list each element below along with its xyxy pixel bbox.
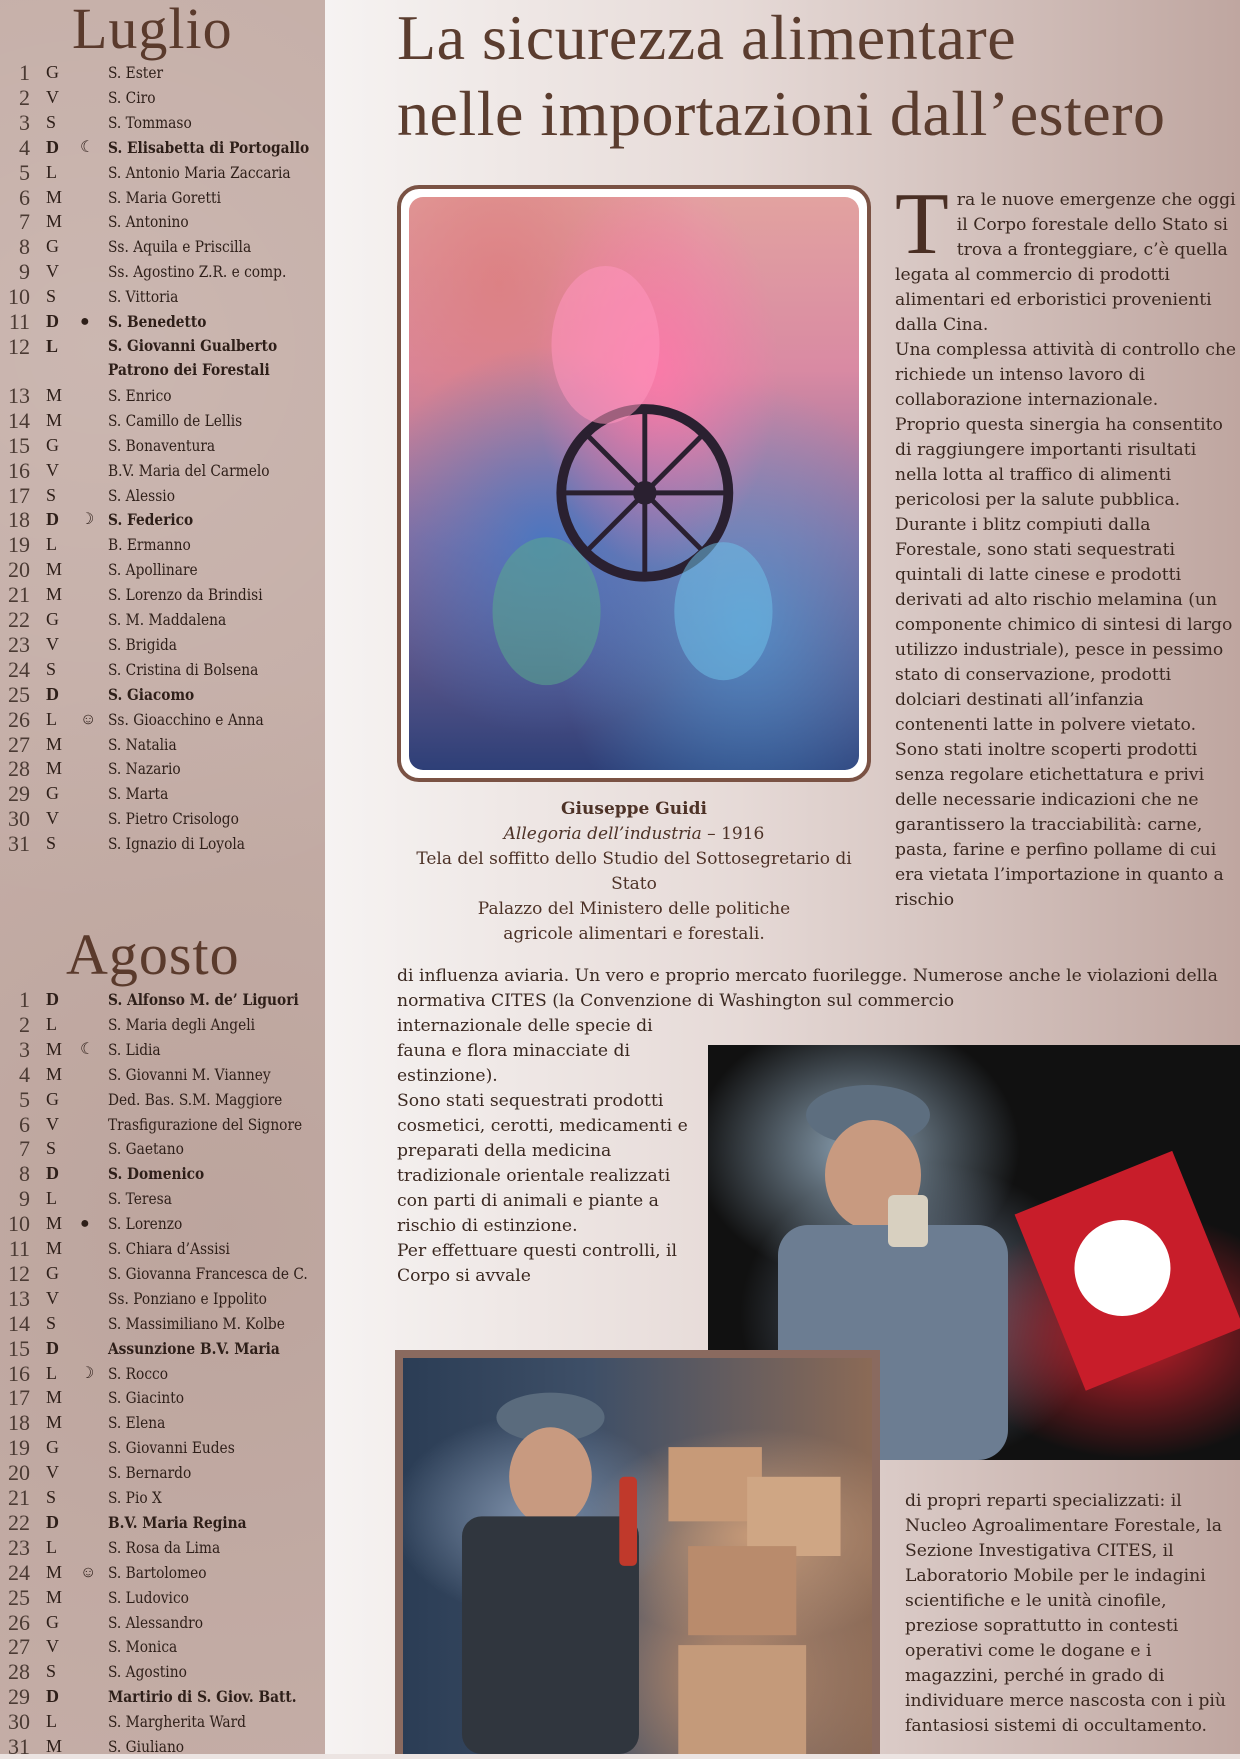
day-of-week: L <box>46 335 59 356</box>
caption-artist: Giuseppe Guidi <box>561 799 707 819</box>
day-number: 8 <box>19 234 30 260</box>
calendar-day-row <box>0 334 325 384</box>
calendar-day-row <box>0 85 325 110</box>
calendar-day-row <box>0 987 325 1012</box>
day-number: 20 <box>8 557 30 583</box>
article-column-right <box>895 176 1240 913</box>
day-number: 30 <box>8 806 30 832</box>
day-of-week: V <box>46 808 59 829</box>
calendar-day-row <box>0 1037 325 1062</box>
caption-work-title: Allegoria dell’industria <box>503 824 702 844</box>
day-of-week: D <box>46 989 59 1009</box>
calendar-day-row <box>0 1087 325 1112</box>
day-number: 19 <box>8 1435 30 1461</box>
day-of-week: M <box>46 758 63 779</box>
calendar-day-row <box>0 1435 325 1460</box>
calendar-day-row <box>0 1261 325 1286</box>
day-of-week: G <box>46 236 59 257</box>
saint-name: S. Agostino <box>108 1662 187 1682</box>
paragraph-3: Proprio questa sinergia ha consentito di raggiungere importanti risultati nella lotta al traffico di alimenti pericolosi per la salute pubblica. <box>895 415 1223 510</box>
saint-name: S. Teresa <box>108 1189 172 1209</box>
day-of-week: S <box>46 1138 57 1159</box>
month-title-july: Luglio <box>72 0 233 61</box>
saint-name: S. Maria Goretti <box>108 187 221 207</box>
painting-frame <box>397 185 871 782</box>
calendar-day-row <box>0 1485 325 1510</box>
day-of-week: S <box>46 1487 57 1507</box>
calendar-day-row <box>0 607 325 632</box>
calendar-day-row <box>0 707 325 732</box>
saint-name: S. Ignazio di Loyola <box>108 834 245 854</box>
day-number: 22 <box>8 607 30 632</box>
calendar-day-row <box>0 1112 325 1137</box>
calendar-day-row <box>0 60 325 85</box>
saint-name: S. Antonio Maria Zaccaria <box>108 162 291 182</box>
saint-name: S. Giacomo <box>108 684 195 704</box>
day-of-week: M <box>46 1736 63 1754</box>
day-number: 24 <box>8 656 30 682</box>
day-number: 31 <box>8 831 30 857</box>
saint-name: S. Ciro <box>108 87 156 107</box>
saint-name: S. Giuliano <box>108 1737 185 1754</box>
day-of-week: V <box>46 633 59 654</box>
day-of-week: S <box>46 1661 57 1682</box>
calendar-day-row <box>0 483 325 508</box>
calendar-day-row <box>0 234 325 259</box>
saint-name: S. Monica <box>108 1637 178 1657</box>
calendar-day-row <box>0 1311 325 1336</box>
saint-name: S. Pietro Crisologo <box>108 809 239 829</box>
day-of-week: M <box>46 1213 63 1234</box>
calendar-day-row <box>0 582 325 607</box>
saint-name: S. Giovanna Francesca de C. <box>108 1263 308 1283</box>
saint-name: S. Enrico <box>108 385 172 405</box>
saint-name: Martirio di S. Giov. Batt. <box>108 1687 297 1707</box>
calendar-day-row <box>0 532 325 557</box>
calendar-day-row <box>0 1460 325 1485</box>
day-of-week: D <box>46 1337 59 1358</box>
day-number: 1 <box>19 987 30 1012</box>
day-of-week: V <box>46 459 59 480</box>
saint-name: S. Chiara d’Assisi <box>108 1239 230 1258</box>
day-of-week: M <box>46 1038 63 1059</box>
day-of-week: M <box>46 1063 63 1084</box>
calendar-day-row <box>0 1659 325 1684</box>
calendar-day-row <box>0 1734 325 1754</box>
painting-caption <box>397 797 871 947</box>
saint-name: S. Maria degli Angeli <box>108 1014 256 1034</box>
saint-name: S. Alessio <box>108 485 175 505</box>
article-title-line-2: nelle importazioni dall’estero <box>397 78 1166 149</box>
day-number: 9 <box>19 1186 30 1212</box>
photo-ranger-inspecting-bottle <box>403 1358 872 1754</box>
day-number: 12 <box>8 333 30 359</box>
paragraph-5: internazionale delle specie di fauna e flora minacciate di estinzione). <box>397 1016 653 1086</box>
calendar-day-row <box>0 657 325 682</box>
calendar-day-row <box>0 1062 325 1087</box>
day-number: 3 <box>19 1036 30 1062</box>
calendar-day-row <box>0 209 325 234</box>
calendar-day-row <box>0 433 325 458</box>
day-number: 26 <box>8 706 30 732</box>
calendar-day-row <box>0 383 325 408</box>
day-number: 17 <box>8 1385 30 1411</box>
calendar-day-row <box>0 309 325 334</box>
saint-name: Assunzione B.V. Maria <box>108 1338 280 1358</box>
saint-name: Ss. Aquila e Priscilla <box>108 237 252 257</box>
saint-name: S. Giacinto <box>108 1388 185 1408</box>
day-of-week: S <box>46 1312 57 1333</box>
saint-name: S. Alessandro <box>108 1612 204 1632</box>
caption-line-2: Palazzo del Ministero delle politiche <box>477 899 791 919</box>
day-of-week: D <box>46 311 59 331</box>
drop-cap: T <box>895 176 949 273</box>
saint-name: S. Lorenzo da Brindisi <box>108 585 263 605</box>
calendar-day-row <box>0 1161 325 1186</box>
day-of-week: S <box>46 286 57 307</box>
day-of-week: D <box>46 136 59 157</box>
saint-name: S. Camillo de Lellis <box>108 410 243 430</box>
calendar-day-row <box>0 1560 325 1585</box>
saint-name: S. Elisabetta di Portogallo <box>108 137 310 157</box>
paragraph-1: ra le nuove emergenze che oggi il Corpo forestale dello Stato si trova a fronteggiare, c’è quella legata al commercio di prodotti alimentari ed erboristici provenienti dalla Cina. <box>895 190 1236 335</box>
calendar-day-row <box>0 557 325 582</box>
caption-line-3: agricole alimentari e forestali. <box>503 924 765 944</box>
day-of-week: L <box>46 1013 57 1034</box>
paragraph-6: Sono stati sequestrati prodotti cosmetici, cerotti, medicamenti e preparati della medicina tradizionale orientale realizzati con parti di animali e piante a rischio di estinzione. <box>397 1091 688 1236</box>
day-of-week: G <box>46 1437 59 1458</box>
day-number: 23 <box>8 1534 30 1560</box>
saint-name: S. Domenico <box>108 1164 205 1184</box>
day-of-week: D <box>46 1686 59 1707</box>
calendar-day-row <box>0 284 325 309</box>
day-number: 6 <box>19 184 30 210</box>
day-number: 17 <box>8 482 30 508</box>
calendar-sidebar <box>0 0 325 1754</box>
day-of-week: G <box>46 783 59 804</box>
day-number: 4 <box>19 1061 30 1087</box>
calendar-day-row <box>0 1361 325 1386</box>
day-number: 11 <box>8 309 30 334</box>
paragraph-4-continued: di influenza aviaria. Un vero e proprio mercato fuorilegge. Numerose anche le violazioni della normativa CITES (la Convenzione di Washington sul commercio <box>397 966 1218 1011</box>
day-number: 27 <box>8 731 30 757</box>
day-number: 13 <box>8 382 30 408</box>
moon-phase-icon: ☺ <box>80 1563 97 1581</box>
day-number: 12 <box>8 1260 30 1286</box>
day-of-week: V <box>46 1462 59 1483</box>
day-of-week: M <box>46 559 63 580</box>
calendar-day-row <box>0 756 325 781</box>
day-number: 21 <box>8 582 30 608</box>
moon-phase-icon: ☾ <box>80 138 95 156</box>
article-column-left <box>397 1014 697 1289</box>
saint-name: S. Lidia <box>108 1039 161 1059</box>
day-of-week: G <box>46 1611 59 1632</box>
day-number: 8 <box>19 1161 30 1187</box>
moon-phase-icon: ☽ <box>80 1364 95 1382</box>
saint-name: S. Alfonso M. de’ Liguori <box>108 990 299 1009</box>
calendar-day-row <box>0 1186 325 1211</box>
saint-name: Ss. Ponziano e Ippolito <box>108 1288 267 1308</box>
boxes-illustration-icon <box>403 1358 872 1754</box>
day-number: 7 <box>19 1136 30 1162</box>
moon-phase-icon: ● <box>80 1215 90 1233</box>
calendar-day-row <box>0 732 325 757</box>
article-title-line-1: La sicurezza alimentare <box>397 2 1017 73</box>
calendar-day-row <box>0 1510 325 1535</box>
calendar-day-row <box>0 1385 325 1410</box>
day-number: 20 <box>8 1460 30 1486</box>
day-of-week: G <box>46 434 59 455</box>
saint-name-second-line: Patrono dei Forestali <box>108 359 270 379</box>
day-number: 30 <box>8 1709 30 1735</box>
day-number: 4 <box>19 134 30 160</box>
day-number: 26 <box>8 1609 30 1635</box>
moon-phase-icon: ☾ <box>80 1040 95 1058</box>
calendar-day-row <box>0 1610 325 1635</box>
day-of-week: V <box>46 86 59 107</box>
saint-name: S. Massimiliano M. Kolbe <box>108 1313 285 1333</box>
day-of-week: L <box>46 161 57 182</box>
calendar-day-row <box>0 1709 325 1734</box>
day-of-week: G <box>46 1088 59 1109</box>
day-of-week: D <box>46 509 59 530</box>
day-of-week: V <box>46 1113 59 1134</box>
photo-frame-bottom <box>395 1350 880 1754</box>
saint-name: Trasfigurazione del Signore <box>108 1114 303 1134</box>
day-number: 18 <box>8 1410 30 1436</box>
day-of-week: V <box>46 1636 59 1657</box>
saint-name: Ss. Agostino Z.R. e comp. <box>108 262 287 282</box>
day-of-week: V <box>46 261 59 282</box>
day-number: 10 <box>8 1211 30 1237</box>
day-number: 28 <box>8 1659 30 1685</box>
calendar-day-row <box>0 1410 325 1435</box>
day-number: 15 <box>8 1335 30 1361</box>
day-number: 5 <box>19 1086 30 1112</box>
day-number: 21 <box>8 1485 30 1510</box>
saint-name: S. Marta <box>108 784 169 804</box>
calendar-day-row <box>0 781 325 806</box>
article-wide-text <box>397 964 1240 1014</box>
day-number: 16 <box>8 457 30 483</box>
calendar-day-row <box>0 185 325 210</box>
saint-name: S. Vittoria <box>108 287 179 307</box>
saint-name: S. Ludovico <box>108 1587 189 1607</box>
saint-name: B. Ermanno <box>108 535 191 555</box>
day-of-week: S <box>46 658 57 679</box>
day-of-week: S <box>46 833 57 854</box>
day-number: 31 <box>8 1734 30 1754</box>
saint-name: S. Antonino <box>108 212 189 232</box>
calendar-day-row <box>0 1012 325 1037</box>
saint-name: S. Ester <box>108 63 164 82</box>
saint-name: S. Elena <box>108 1413 166 1433</box>
calendar-day-row <box>0 1211 325 1236</box>
day-number: 9 <box>19 259 30 285</box>
saint-name: S. Lorenzo <box>108 1214 183 1234</box>
day-of-week: G <box>46 62 59 82</box>
saint-name: S. Nazario <box>108 759 181 779</box>
day-number: 18 <box>8 507 30 533</box>
day-number: 3 <box>19 109 30 135</box>
saint-name: S. Rocco <box>108 1363 169 1383</box>
paragraph-7: Per effettuare questi controlli, il Corpo si avvale <box>397 1241 678 1286</box>
saint-name: S. Pio X <box>108 1488 162 1507</box>
day-of-week: M <box>46 1387 63 1408</box>
calendar-day-row <box>0 135 325 160</box>
day-number: 5 <box>19 159 30 185</box>
day-of-week: D <box>46 1163 59 1184</box>
saint-name: S. Gaetano <box>108 1139 184 1159</box>
day-of-week: M <box>46 211 63 232</box>
caption-line-1: Tela del soffitto dello Studio del Sottosegretario di Stato <box>416 849 852 894</box>
moon-phase-icon: ● <box>80 313 90 330</box>
wheel-icon <box>409 197 859 770</box>
calendar-day-row <box>0 1684 325 1709</box>
moon-phase-icon: ☽ <box>80 511 95 529</box>
calendar-day-row <box>0 1136 325 1161</box>
calendar-day-row <box>0 1634 325 1659</box>
calendar-day-row <box>0 1336 325 1361</box>
saint-name: S. Rosa da Lima <box>108 1537 221 1557</box>
caption-year: – 1916 <box>701 824 765 844</box>
day-number: 15 <box>8 432 30 458</box>
calendar-day-row <box>0 682 325 707</box>
day-number: 10 <box>8 284 30 310</box>
day-number: 14 <box>8 407 30 433</box>
day-of-week: M <box>46 1561 63 1582</box>
day-number: 6 <box>19 1111 30 1137</box>
day-number: 25 <box>8 681 30 707</box>
saint-name: S. Federico <box>108 510 194 530</box>
day-of-week: L <box>46 708 57 729</box>
day-of-week: L <box>46 1188 57 1209</box>
calendar-day-row <box>0 458 325 483</box>
calendar-day-row <box>0 408 325 433</box>
month-title-august: Agosto <box>66 922 240 987</box>
calendar-day-row <box>0 1585 325 1610</box>
day-of-week: V <box>46 1287 59 1308</box>
saint-name: Ded. Bas. S.M. Maggiore <box>108 1089 283 1109</box>
day-number: 29 <box>8 781 30 807</box>
day-number: 28 <box>8 756 30 782</box>
paragraph-2: Una complessa attività di controllo che richiede un intenso lavoro di collaborazione internazionale. <box>895 340 1237 410</box>
saint-name: S. Benedetto <box>108 312 207 331</box>
day-number: 29 <box>8 1684 30 1710</box>
saint-name: B.V. Maria del Carmelo <box>108 460 270 480</box>
day-of-week: L <box>46 1711 57 1732</box>
painting-image <box>409 197 859 770</box>
calendar-day-row <box>0 1535 325 1560</box>
calendar-day-row <box>0 259 325 284</box>
saint-name: S. Giovanni M. Vianney <box>108 1064 271 1084</box>
day-of-week: L <box>46 534 57 555</box>
day-of-week: G <box>46 609 59 629</box>
day-number: 19 <box>8 532 30 558</box>
day-number: 22 <box>8 1509 30 1535</box>
saint-name: B.V. Maria Regina <box>108 1512 247 1532</box>
moon-phase-icon: ☺ <box>80 710 97 728</box>
saint-name: S. M. Maddalena <box>108 610 227 629</box>
calendar-day-row <box>0 831 325 856</box>
article-column-bottom <box>905 1489 1240 1739</box>
calendar-day-row <box>0 507 325 532</box>
calendar-day-row <box>0 632 325 657</box>
day-of-week: G <box>46 1262 59 1283</box>
saint-name: S. Bonaventura <box>108 435 216 455</box>
day-of-week: M <box>46 1586 63 1607</box>
saint-name: S. Bernardo <box>108 1463 192 1483</box>
day-number: 1 <box>19 60 30 85</box>
calendar-day-row <box>0 1236 325 1261</box>
day-of-week: M <box>46 1412 63 1433</box>
day-number: 11 <box>8 1236 30 1261</box>
saint-name: S. Margherita Ward <box>108 1712 246 1732</box>
day-of-week: S <box>46 484 57 505</box>
paragraph-8: di propri reparti specializzati: il Nucleo Agroalimentare Forestale, la Sezione Investigativa CITES, il Laboratorio Mobile per le indagini scientifiche e le unità cinofile, preziose soprattutto in contesti operativi come le dogane e i magazzini, perché in grado di individuare merce nascosta con i più fantasiosi sistemi di occultamento. <box>905 1491 1226 1736</box>
day-number: 2 <box>19 84 30 110</box>
calendar-day-row <box>0 806 325 831</box>
saint-name: S. Natalia <box>108 734 177 754</box>
saint-name: S. Tommaso <box>108 112 192 132</box>
saint-name: S. Apollinare <box>108 560 198 580</box>
day-of-week: M <box>46 733 63 754</box>
day-of-week: D <box>46 1511 59 1532</box>
day-of-week: M <box>46 384 63 405</box>
saint-name: S. Brigida <box>108 634 178 654</box>
saint-name: S. Giovanni Gualberto <box>108 335 278 355</box>
article-title <box>397 0 1240 152</box>
saint-name: S. Cristina di Bolsena <box>108 659 259 679</box>
day-of-week: M <box>46 409 63 430</box>
day-number: 2 <box>19 1011 30 1037</box>
day-number: 23 <box>8 631 30 657</box>
day-number: 25 <box>8 1584 30 1610</box>
day-of-week: L <box>46 1536 57 1557</box>
day-of-week: M <box>46 584 63 605</box>
calendar-day-row <box>0 160 325 185</box>
day-of-week: M <box>46 1238 63 1258</box>
day-number: 24 <box>8 1559 30 1585</box>
calendar-day-row <box>0 110 325 135</box>
saint-name: S. Bartolomeo <box>108 1562 207 1582</box>
day-of-week: D <box>46 683 59 704</box>
saint-name: S. Giovanni Eudes <box>108 1438 235 1458</box>
saint-name: Ss. Gioacchino e Anna <box>108 709 264 729</box>
paragraph-4: Durante i blitz compiuti dalla Forestale, sono stati sequestrati quintali di latte cinese e prodotti derivati ad alto rischio melamina (un componente chimico di sintesi di largo utilizzo industriale), pesce in pessimo stato di conservazione, prodotti dolciari destinati all’infanzia contenenti latte in polvere vietato. Sono stati inoltre scoperti prodotti senza regolare etichettatura e privi delle necessarie indicazioni che ne garantissero la tracciabilità: carne, pasta, farine e perfino pollame di cui era vietata l’importazione in quanto a rischio <box>895 515 1233 910</box>
day-number: 13 <box>8 1285 30 1311</box>
day-of-week: M <box>46 186 63 207</box>
day-number: 27 <box>8 1634 30 1660</box>
calendar-day-row <box>0 1286 325 1311</box>
day-of-week: L <box>46 1362 57 1383</box>
day-of-week: S <box>46 111 57 132</box>
day-number: 14 <box>8 1310 30 1336</box>
day-number: 7 <box>19 209 30 235</box>
day-number: 16 <box>8 1360 30 1386</box>
